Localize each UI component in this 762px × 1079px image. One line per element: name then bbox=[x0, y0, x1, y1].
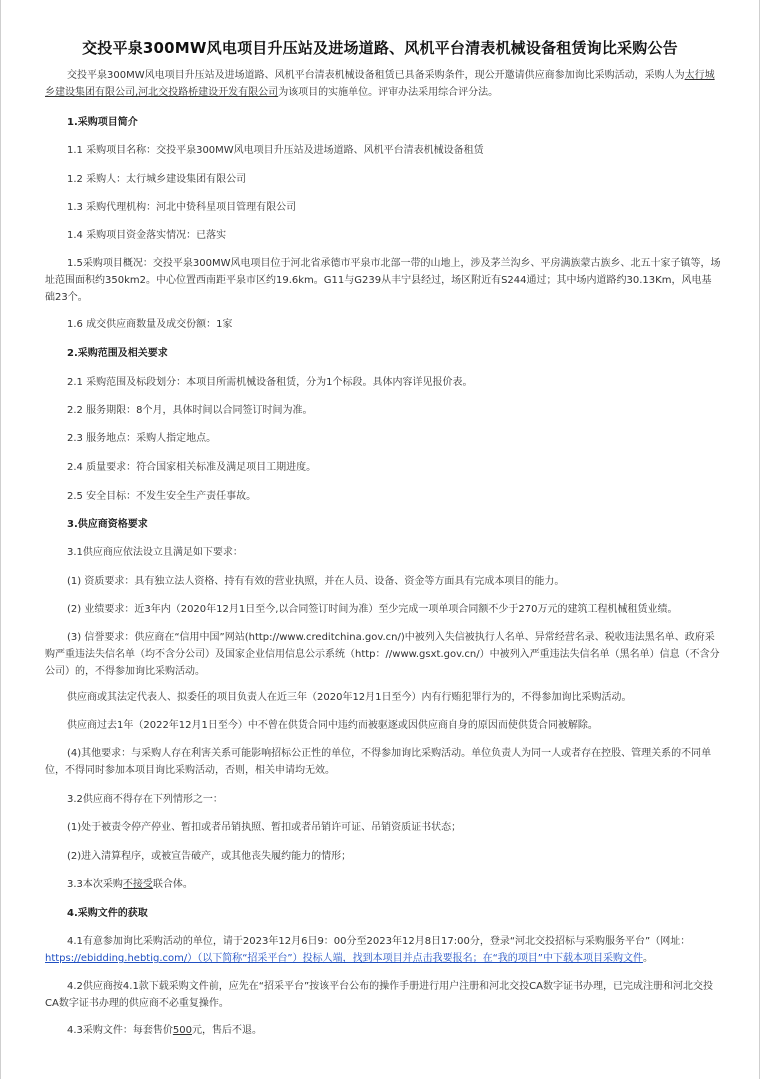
price-underlined: 500 bbox=[172, 1025, 192, 1036]
item-1-3: 1.3 采购代理机构：河北中贽科星项目管理有限公司 bbox=[67, 202, 297, 213]
exclusion-1: (1)处于被责令停产停业、暂扣或者吊销执照、暂扣或者吊销许可证、吊销资质证书状态； bbox=[67, 822, 462, 833]
ebidding-platform-link[interactable]: https://ebidding.hebtig.com/）（以下简称“招采平台”）投标人端，找到本项目并点击我要报名；在“我的项目”中下载本项目采购文件 bbox=[45, 953, 643, 964]
qualification-2: (2) 业绩要求：近3年内（2020年12月1日至今,以合同签订时间为准）至少完成一项单项合同额不少于270万元的建筑工程机械租赁业绩。 bbox=[67, 604, 678, 615]
intro-paragraph bbox=[45, 67, 721, 101]
item-3-3: 3.3本次采购不接受联合体。 bbox=[67, 879, 193, 890]
item-2-4: 2.4 质量要求：符合国家相关标准及满足项目工期进度。 bbox=[67, 462, 317, 473]
qualification-3-bribery: 供应商或其法定代表人、拟委任的项目负责人在近三年（2020年12月1日至今）内有行贿犯罪行为的，不得参加询比采购活动。 bbox=[67, 692, 632, 703]
item-2-3: 2.3 服务地点：采购人指定地点。 bbox=[67, 433, 217, 444]
item-4-2: 4.2供应商按4.1款下载采购文件前，应先在“招采平台”按该平台公布的操作手册进行用户注册和河北交投CA数字证书办理，已完成注册和河北交投CA数字证书办理的供应商不必重复操作。 bbox=[45, 981, 713, 1009]
item-1-4: 1.4 采购项目资金落实情况：已落实 bbox=[67, 230, 227, 241]
item-3-2: 3.2供应商不得存在下列情形之一： bbox=[67, 794, 223, 805]
page-title: 交投平泉300MW风电项目升压站及进场道路、风机平台清表机械设备租赁询比采购公告 bbox=[82, 39, 678, 57]
item-4-3: 4.3采购文件：每套售价500元，售后不退。 bbox=[67, 1025, 262, 1036]
section-heading-1: 1.采购项目简介 bbox=[67, 117, 138, 128]
item-4-1: 4.1有意参加询比采购活动的单位，请于2023年12月6日9：00分至2023年12月8日17:00分，登录“河北交投招标与采购服务平台”（网址：https://ebidding.hebtig.com/）（以下简称“招采平台”）投标人端，找到本项目并点击我要报名；在“我的项目”中下载本项目采购文件。 bbox=[45, 936, 691, 964]
section-heading-2: 2.采购范围及相关要求 bbox=[67, 348, 168, 359]
item-1-1: 1.1 采购项目名称：交投平泉300MW风电项目升压站及进场道路、风机平台清表机械设备租赁 bbox=[67, 145, 484, 156]
intro-text: 交投平泉300MW风电项目升压站及进场道路、风机平台清表机械设备租赁已具备采购条件，现公开邀请供应商参加询比采购活动，采购人为 bbox=[67, 70, 685, 81]
item-1-2: 1.2 采购人：太行城乡建设集团有限公司 bbox=[67, 174, 247, 185]
qualification-1: (1) 资质要求：具有独立法人资格、持有有效的营业执照，并在人员、设备、资金等方面具有完成本项目的能力。 bbox=[67, 576, 565, 587]
item-1-6: 1.6 成交供应商数量及成交份额：1家 bbox=[67, 319, 233, 330]
item-1-5: 1.5采购项目概况：交投平泉300MW风电项目位于河北省承德市平泉市北部一带的山地上，涉及茅兰沟乡、平房满族蒙古族乡、北五十家子镇等，场址范围面积约350km2。中心位置西南距平泉市区约19.6km。G11与G239从丰宁县经过，场区附近有S244通过；其中场内道路约30.13Km，风电基础23个。 bbox=[45, 258, 721, 303]
item-2-1: 2.1 采购范围及标段划分：本项目所需机械设备租赁，分为1个标段。具体内容详见报价表。 bbox=[67, 377, 473, 388]
qualification-4: (4)其他要求：与采购人存在利害关系可能影响招标公正性的单位，不得参加询比采购活动。单位负责人为同一人或者存在控股、管理关系的不同单位，不得同时参加本项目询比采购活动，否则，相关申请均无效。 bbox=[45, 748, 712, 776]
item-2-2: 2.2 服务期限：8个月，具体时间以合同签订时间为准。 bbox=[67, 405, 313, 416]
intro-text-end: 为该项目的实施单位。评审办法采用综合评分法。 bbox=[278, 87, 499, 98]
exclusion-2: (2)进入清算程序，或被宣告破产，或其他丧失履约能力的情形； bbox=[67, 851, 352, 862]
not-accepted-underlined: 不接受 bbox=[122, 879, 153, 890]
item-3-1: 3.1供应商应依法设立且满足如下要求： bbox=[67, 547, 243, 558]
qualification-3: (3) 信誉要求：供应商在“信用中国”网站(http://www.creditchina.gov.cn/)中被列入失信被执行人名单、异常经营名录、税收违法黑名单、政府采购严重违法失信名单（均不含分公司）及国家企业信用信息公示系统（http：//www.gsxt.gov.cn/）中被列入严重违法失信名单（黑名单）信息（不含分公司）的，不得参加询比采购活动。 bbox=[45, 632, 720, 677]
qualification-3-contract: 供应商过去1年（2022年12月1日至今）中不曾在供货合同中违约而被驱逐或因供应商自身的原因而使供货合同被解除。 bbox=[67, 720, 598, 731]
section-heading-4: 4.采购文件的获取 bbox=[67, 908, 148, 919]
item-2-5: 2.5 安全目标：不发生安全生产责任事故。 bbox=[67, 491, 257, 502]
section-heading-3: 3.供应商资格要求 bbox=[67, 519, 148, 530]
purchasers-underlined: 太行城乡建设集团有限公司,河北交投路桥建设开发有限公司 bbox=[45, 70, 715, 98]
